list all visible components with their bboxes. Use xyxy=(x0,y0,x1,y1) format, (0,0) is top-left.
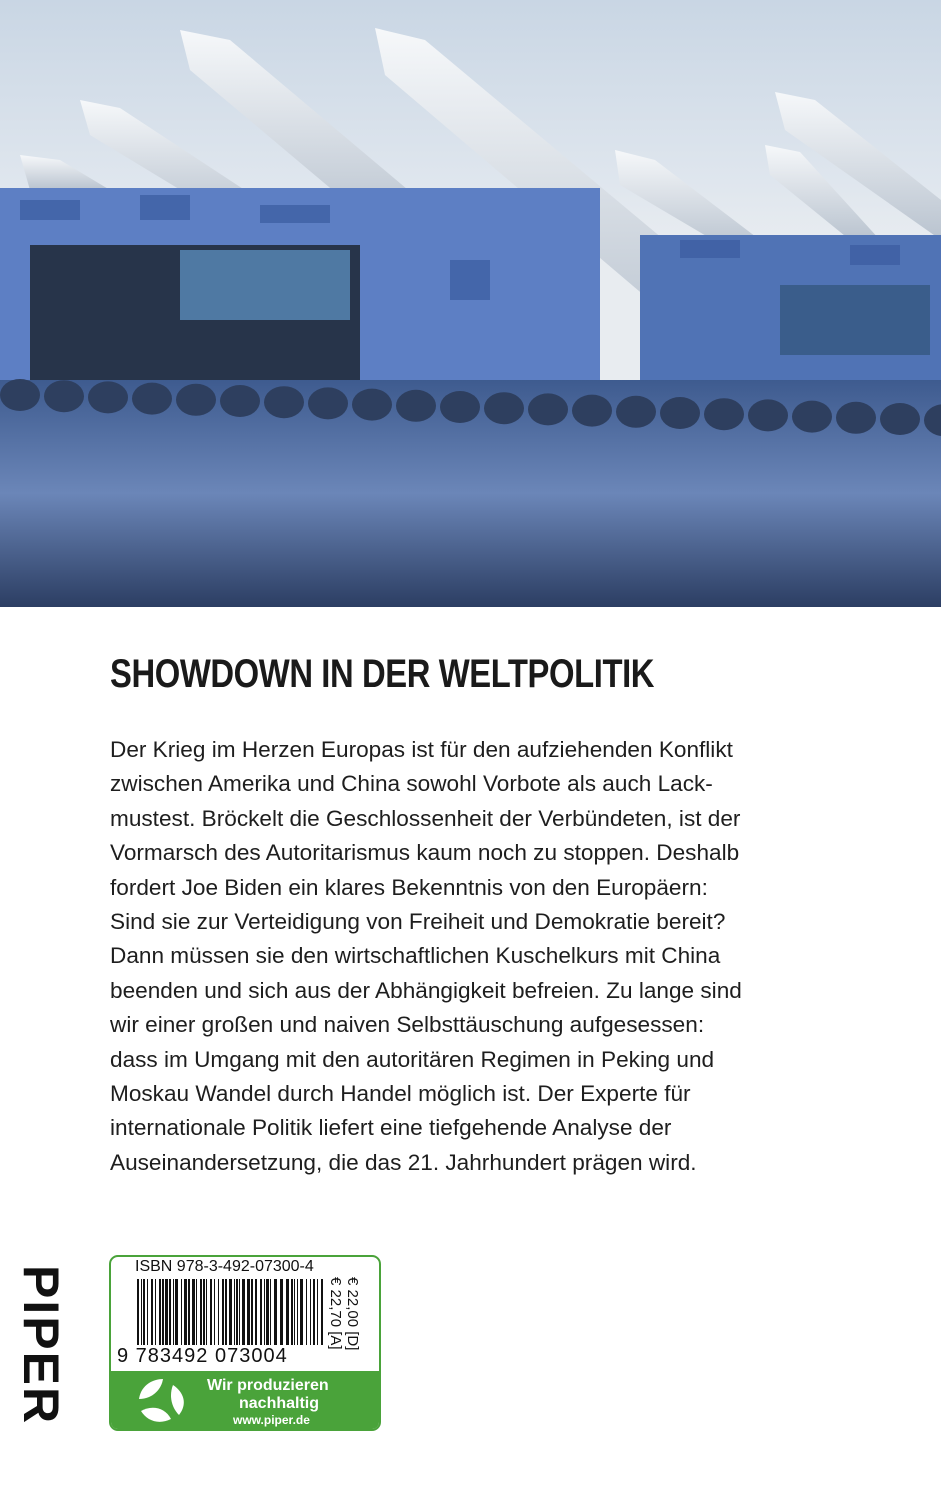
soldier-helmet xyxy=(308,387,348,419)
soldier-helmet xyxy=(836,402,876,434)
barcode-label xyxy=(109,1255,381,1431)
soldier-helmet xyxy=(792,401,832,433)
barcode-bar xyxy=(247,1279,250,1345)
barcode-bar xyxy=(203,1279,205,1345)
soldier-helmet xyxy=(484,392,524,424)
soldier-helmet xyxy=(220,385,260,417)
cover-headline: SHOWDOWN IN DER WELTPOLITIK xyxy=(110,652,655,696)
barcode-bar xyxy=(297,1279,298,1345)
blurb-line: Vormarsch des Autoritarismus kaum noch zu stoppen. Deshalb xyxy=(110,840,740,866)
barcode-bar xyxy=(234,1279,235,1345)
barcode-bar xyxy=(270,1279,271,1345)
barcode-bar xyxy=(239,1279,240,1345)
barcode-bar xyxy=(165,1279,168,1345)
barcode-bar xyxy=(181,1279,182,1345)
barcode-icon xyxy=(137,1279,327,1351)
barcode-bar xyxy=(260,1279,262,1345)
parade-illustration xyxy=(0,0,941,607)
barcode-bar xyxy=(196,1279,197,1345)
barcode-bar xyxy=(264,1279,265,1345)
publisher-logo: PIPER xyxy=(13,1265,69,1426)
soldier-helmet xyxy=(660,397,700,429)
barcode-bar xyxy=(184,1279,187,1345)
barcode-bar xyxy=(225,1279,227,1345)
barcode-bar xyxy=(306,1279,307,1345)
blurb-line: Moskau Wandel durch Handel möglich ist. Der Experte für xyxy=(110,1081,691,1107)
barcode-bar xyxy=(255,1279,257,1345)
soldier-helmet xyxy=(88,381,128,413)
soldier-helmet xyxy=(880,403,920,435)
blurb-line: Sind sie zur Verteidigung von Freiheit und Demokratie bereit? xyxy=(110,909,726,935)
blurb-line: internationale Politik liefert eine tiefgehende Analyse der xyxy=(110,1115,672,1141)
blurb-line: fordert Joe Biden ein klares Bekenntnis von den Europäern: xyxy=(110,874,708,900)
barcode-bar xyxy=(286,1279,289,1345)
barcode-bar xyxy=(313,1279,315,1345)
soldier-helmet xyxy=(176,384,216,416)
blurb-line: zwischen Amerika und China sowohl Vorbote als auch Lack- xyxy=(110,771,713,797)
barcode-bar xyxy=(218,1279,219,1345)
blurb-line: mustest. Bröckelt die Geschlossenheit der Verbündeten, ist der xyxy=(110,805,741,831)
barcode-bar xyxy=(242,1279,245,1345)
barcode-bar xyxy=(143,1279,145,1345)
barcode-bar xyxy=(236,1279,238,1345)
prices xyxy=(327,1277,361,1350)
barcode-bar xyxy=(188,1279,190,1345)
barcode-bar xyxy=(169,1279,171,1345)
barcode-bar xyxy=(300,1279,303,1345)
soldier-helmet xyxy=(704,398,744,430)
barcode-bar xyxy=(310,1279,311,1345)
barcode-bar xyxy=(175,1279,178,1345)
sustainability-badge: Wir produzieren nachhaltig www.piper.de xyxy=(111,1371,379,1429)
barcode-bar xyxy=(151,1279,153,1345)
blurb-text xyxy=(110,733,870,1180)
blurb-line: dass im Umgang mit den autoritären Regimen in Peking und xyxy=(110,1046,715,1072)
price-at: € 22,70 [A] xyxy=(327,1277,344,1350)
price-de: € 22,00 [D] xyxy=(344,1277,361,1351)
soldier-helmet xyxy=(440,391,480,423)
soldier-helmet xyxy=(44,380,84,412)
barcode-bar xyxy=(192,1279,195,1345)
barcode-bar xyxy=(206,1279,207,1345)
soldier-helmet xyxy=(572,395,612,427)
soldier-helmet xyxy=(264,386,304,418)
barcode-bar xyxy=(214,1279,215,1345)
soldier-helmet xyxy=(0,379,40,411)
soldier-helmet xyxy=(352,389,392,421)
ean-digits: 9 783492 073004 xyxy=(117,1345,288,1367)
recycle-leaves-icon xyxy=(133,1375,193,1427)
barcode-bar xyxy=(294,1279,295,1345)
barcode-bar xyxy=(251,1279,253,1345)
barcode-bar xyxy=(200,1279,202,1345)
publisher-url: www.piper.de xyxy=(233,1413,310,1427)
soldier-helmet xyxy=(396,390,436,422)
barcode-bar xyxy=(222,1279,224,1345)
blurb-line: Auseinandersetzung, die das 21. Jahrhundert prägen wird. xyxy=(110,1149,697,1175)
barcode-bar xyxy=(317,1279,318,1345)
blurb-line: wir einer großen und naiven Selbsttäuschung aufgesessen: xyxy=(110,1012,705,1038)
barcode-bar xyxy=(173,1279,174,1345)
barcode-bar xyxy=(155,1279,156,1345)
soldier-helmet xyxy=(132,383,172,415)
soldier-helmet xyxy=(616,396,656,428)
soldier-helmet xyxy=(748,399,788,431)
isbn-text: ISBN 978-3-492-07300-4 xyxy=(135,1258,314,1275)
barcode-bar xyxy=(280,1279,283,1345)
blurb-line: Der Krieg im Herzen Europas ist für den aufziehenden Konflikt xyxy=(110,737,733,762)
barcode-bar xyxy=(274,1279,277,1345)
barcode-bar xyxy=(210,1279,212,1345)
blurb-line: Dann müssen sie den wirtschaftlichen Kuschelkurs mit China xyxy=(110,943,721,969)
barcode-bar xyxy=(291,1279,293,1345)
barcode-bar xyxy=(321,1279,323,1345)
barcode-bar xyxy=(147,1279,148,1345)
barcode-bar xyxy=(159,1279,161,1345)
blurb-line: beenden und sich aus der Abhängigkeit befreien. Zu lange sind xyxy=(110,977,742,1003)
barcode-bar xyxy=(162,1279,164,1345)
barcode-bar xyxy=(229,1279,232,1345)
cover-photo-military-parade xyxy=(0,0,941,607)
barcode-bar xyxy=(141,1279,142,1345)
soldier-helmet xyxy=(528,393,568,425)
barcode-bar xyxy=(137,1279,139,1345)
barcode-bar xyxy=(266,1279,269,1345)
